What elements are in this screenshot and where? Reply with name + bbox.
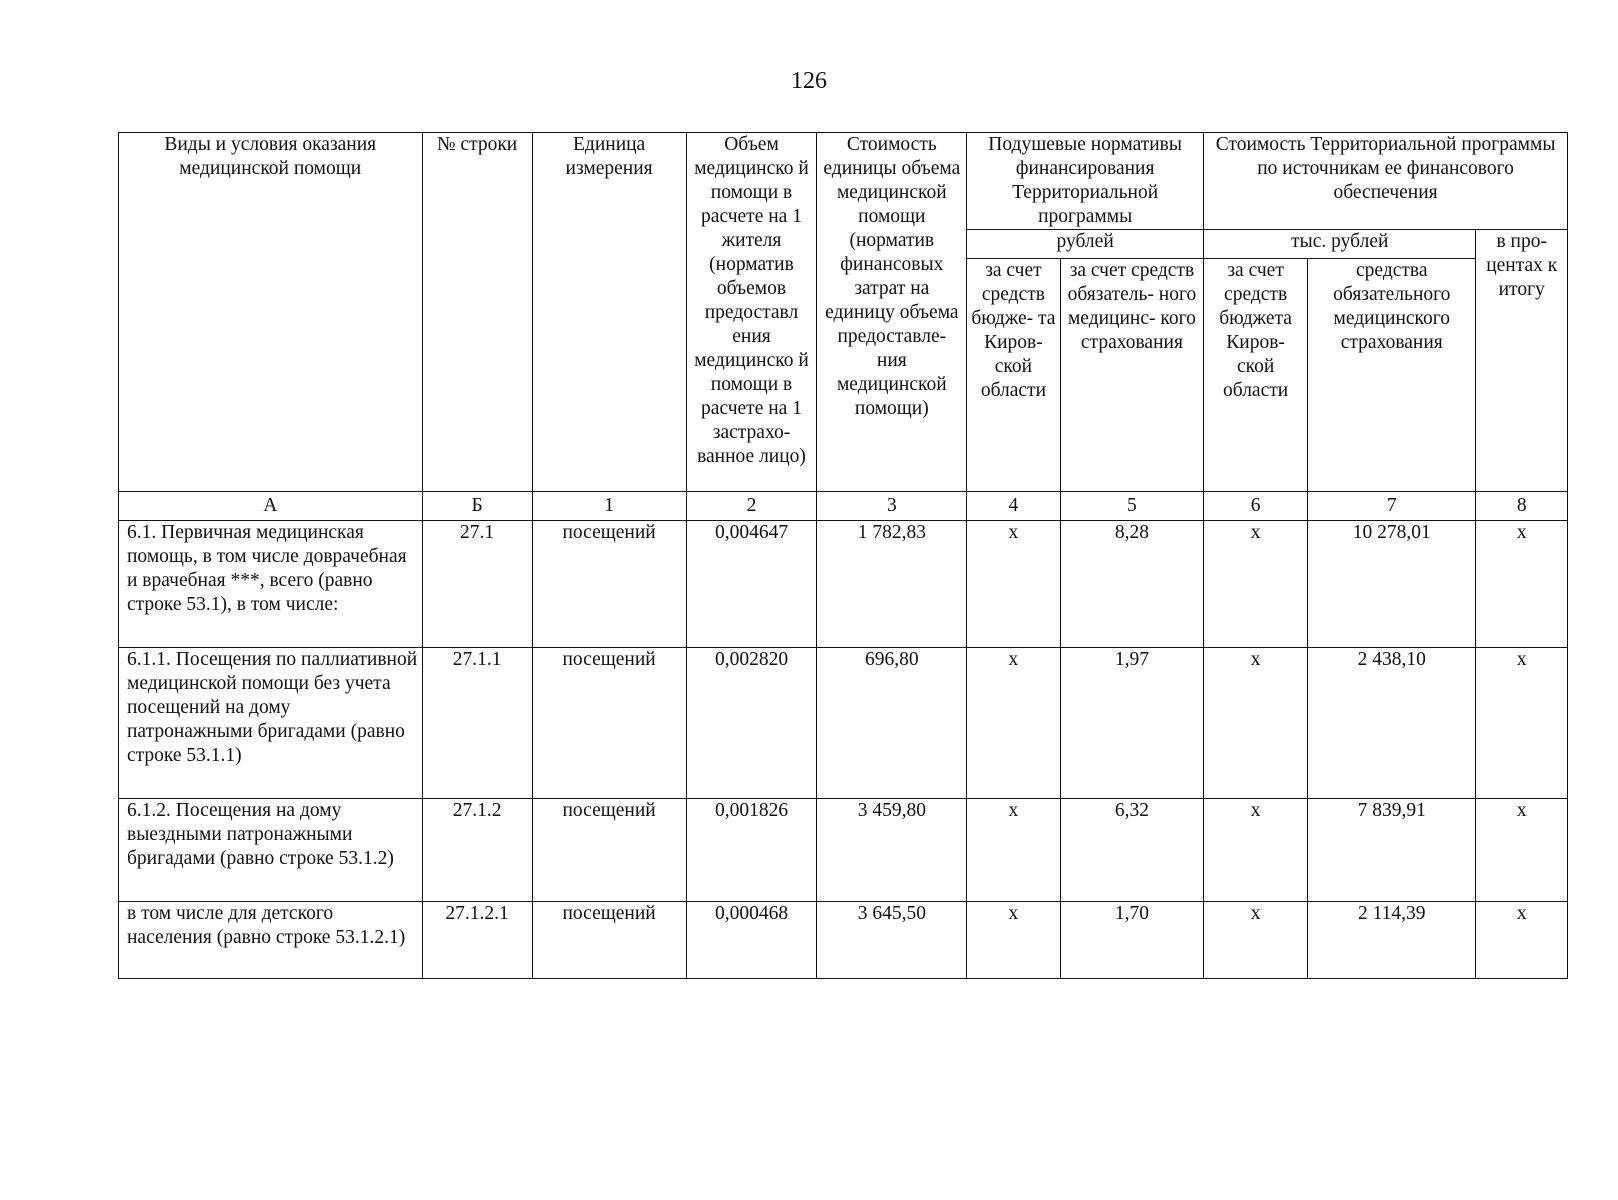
column-index-row xyxy=(119,492,1568,521)
cell-budget-thousand: х xyxy=(1204,521,1308,648)
column-index: 6 xyxy=(1204,492,1308,521)
cell-oms-thousand: 2 438,10 xyxy=(1308,648,1476,799)
column-index: 5 xyxy=(1060,492,1203,521)
column-index: 3 xyxy=(817,492,967,521)
cell-budget-thousand: х xyxy=(1204,902,1308,979)
header-row-no: № строки xyxy=(422,133,532,492)
cell-budget: х xyxy=(967,799,1061,902)
cell-row-no: 27.1 xyxy=(422,521,532,648)
cell-row-no: 27.1.2 xyxy=(422,799,532,902)
cell-row-no: 27.1.2.1 xyxy=(422,902,532,979)
cell-unit: посещений xyxy=(532,521,686,648)
page-number: 126 xyxy=(791,68,827,94)
cell-kind: 6.1.1. Посещения по паллиативной медицинской помощи без учета посещений на дому патронажными бригадами (равно строке 53.1.1) xyxy=(119,648,423,799)
cell-cost: 3 459,80 xyxy=(817,799,967,902)
cell-cost: 1 782,83 xyxy=(817,521,967,648)
cell-oms-thousand: 2 114,39 xyxy=(1308,902,1476,979)
header-kind: Виды и условия оказания медицинской помощи xyxy=(119,133,423,492)
header-thousand-rubles: тыс. рублей xyxy=(1204,230,1476,259)
cell-budget-thousand: х xyxy=(1204,648,1308,799)
cell-budget: х xyxy=(967,902,1061,979)
cell-row-no: 27.1.1 xyxy=(422,648,532,799)
header-row-1 xyxy=(119,133,1568,230)
header-program-cost: Стоимость Территориальной программы по источникам ее финансового обеспечения xyxy=(1204,133,1568,230)
cell-percent: х xyxy=(1476,902,1568,979)
header-oms-thousand: средства обязательного медицинского страхования xyxy=(1308,259,1476,492)
cell-percent: х xyxy=(1476,648,1568,799)
cell-volume: 0,002820 xyxy=(686,648,817,799)
cell-cost: 3 645,50 xyxy=(817,902,967,979)
table-row xyxy=(119,902,1568,979)
column-index: 8 xyxy=(1476,492,1568,521)
cell-percent: х xyxy=(1476,521,1568,648)
cell-volume: 0,004647 xyxy=(686,521,817,648)
table-row xyxy=(119,521,1568,648)
column-index: 1 xyxy=(532,492,686,521)
cell-kind: 6.1. Первичная медицинская помощь, в том числе доврачебная и врачебная ***, всего (равно строке 53.1), в том числе: xyxy=(119,521,423,648)
financing-table xyxy=(118,132,1568,979)
cell-volume: 0,001826 xyxy=(686,799,817,902)
header-volume: Объем медицинско й помощи в расчете на 1 жителя (норматив объемов предоставл ения медицинско й помощи в расчете на 1 застрахо- ванное лицо) xyxy=(686,133,817,492)
cell-kind: 6.1.2. Посещения на дому выездными патронажными бригадами (равно строке 53.1.2) xyxy=(119,799,423,902)
column-index: 2 xyxy=(686,492,817,521)
cell-cost: 696,80 xyxy=(817,648,967,799)
header-oms: за счет средств обязатель- ного медицинс- кого страхования xyxy=(1060,259,1203,492)
header-rubles: рублей xyxy=(967,230,1204,259)
header-per-capita: Подушевые нормативы финансирования Территориальной программы xyxy=(967,133,1204,230)
cell-oms: 6,32 xyxy=(1060,799,1203,902)
cell-budget: х xyxy=(967,648,1061,799)
cell-oms: 1,70 xyxy=(1060,902,1203,979)
cell-percent: х xyxy=(1476,799,1568,902)
column-index: Б xyxy=(422,492,532,521)
cell-kind: в том числе для детского населения (равно строке 53.1.2.1) xyxy=(119,902,423,979)
table-row xyxy=(119,648,1568,799)
cell-oms: 1,97 xyxy=(1060,648,1203,799)
column-index: 4 xyxy=(967,492,1061,521)
cell-oms-thousand: 7 839,91 xyxy=(1308,799,1476,902)
cell-budget: х xyxy=(967,521,1061,648)
header-percent: в про- центах к итогу xyxy=(1476,230,1568,492)
header-unit: Единица измерения xyxy=(532,133,686,492)
cell-unit: посещений xyxy=(532,648,686,799)
cell-budget-thousand: х xyxy=(1204,799,1308,902)
header-budget-thousand: за счет средств бюджета Киров- ской области xyxy=(1204,259,1308,492)
cell-unit: посещений xyxy=(532,799,686,902)
cell-oms-thousand: 10 278,01 xyxy=(1308,521,1476,648)
header-cost: Стоимость единицы объема медицинской помощи (норматив финансовых затрат на единицу объема предоставле- ния медицинской помощи) xyxy=(817,133,967,492)
table-row xyxy=(119,799,1568,902)
cell-unit: посещений xyxy=(532,902,686,979)
cell-volume: 0,000468 xyxy=(686,902,817,979)
header-budget: за счет средств бюдже- та Киров- ской области xyxy=(967,259,1061,492)
column-index: 7 xyxy=(1308,492,1476,521)
cell-oms: 8,28 xyxy=(1060,521,1203,648)
column-index: А xyxy=(119,492,423,521)
